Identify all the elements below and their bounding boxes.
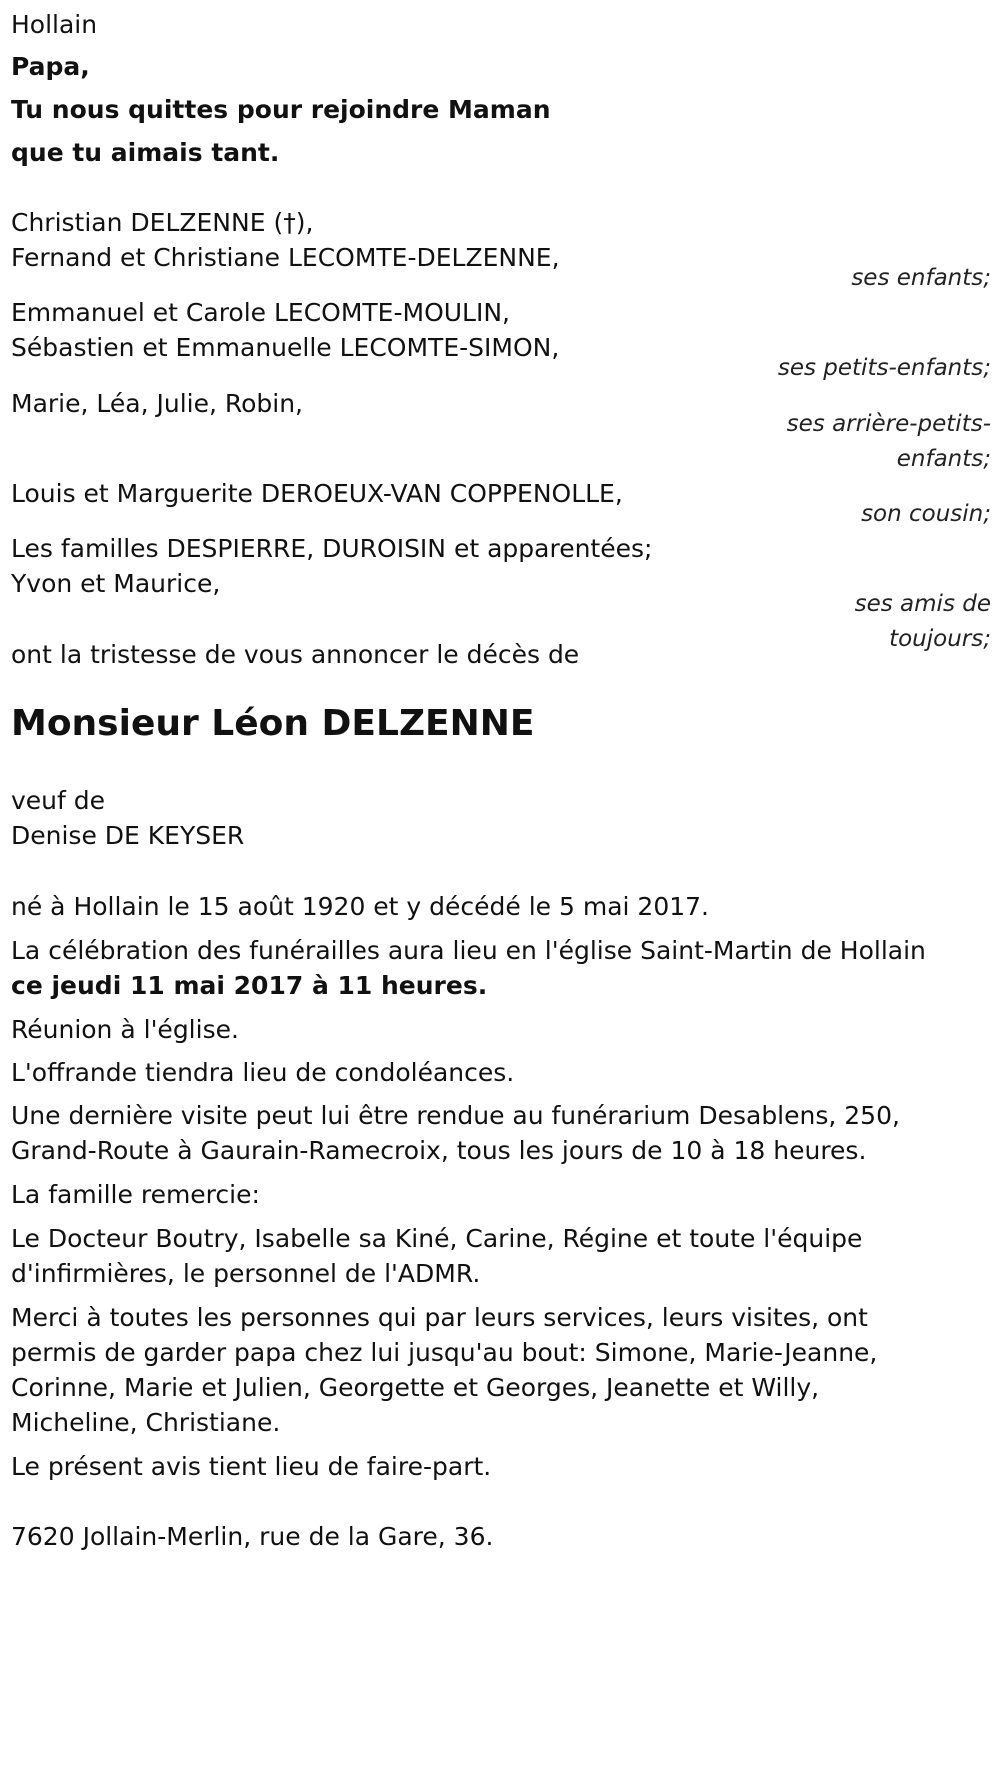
great-grandchildren-role-line-1: ses arrière-petits-: [786, 411, 991, 437]
merci-line-2: permis de garder papa chez lui jusqu'au bout: Simone, Marie-Jeanne,: [11, 1338, 878, 1367]
visit-line-1: Une dernière visite peut lui être rendue au funérarium Desablens, 250,: [11, 1101, 900, 1130]
widower-line-1: veuf de: [11, 786, 106, 815]
quote-line-1: Papa,: [11, 52, 90, 81]
place-name: Hollain: [11, 10, 98, 39]
children-line-1: Christian DELZENNE (†),: [11, 208, 314, 237]
merci-line-4: Micheline, Christiane.: [11, 1408, 281, 1437]
quote-line-3: que tu aimais tant.: [11, 138, 280, 167]
widower-line-2: Denise DE KEYSER: [11, 821, 245, 850]
faire-part: Le présent avis tient lieu de faire-part.: [11, 1452, 492, 1481]
deceased-name: Monsieur Léon DELZENNE: [11, 703, 535, 744]
friends: Yvon et Maurice,: [11, 569, 221, 598]
great-grandchildren: Marie, Léa, Julie, Robin,: [11, 389, 304, 418]
thanks-intro: La famille remercie:: [11, 1180, 260, 1209]
grandchildren-line-1: Emmanuel et Carole LECOMTE-MOULIN,: [11, 298, 510, 327]
friends-role-line-2: toujours;: [889, 626, 991, 652]
grandchildren-role: ses petits-enfants;: [777, 355, 991, 381]
great-grandchildren-role-line-2: enfants;: [896, 446, 991, 472]
offering: L'offrande tiendra lieu de condoléances.: [11, 1058, 515, 1087]
funeral-line-1: La célébration des funérailles aura lieu en l'église Saint-Martin de Hollain: [11, 936, 926, 965]
families: Les familles DESPIERRE, DUROISIN et apparentées;: [11, 534, 653, 563]
cousin: Louis et Marguerite DEROEUX-VAN COPPENOLLE,: [11, 479, 623, 508]
children-line-2: Fernand et Christiane LECOMTE-DELZENNE,: [11, 243, 560, 272]
funeral-line-2: ce jeudi 11 mai 2017 à 11 heures.: [11, 971, 488, 1000]
thanks-line-2: d'infirmières, le personnel de l'ADMR.: [11, 1259, 481, 1288]
birth-death: né à Hollain le 15 août 1920 et y décédé le 5 mai 2017.: [11, 892, 709, 921]
announcement: ont la tristesse de vous annoncer le décès de: [11, 640, 580, 669]
friends-role-line-1: ses amis de: [854, 591, 991, 617]
visit-line-2: Grand-Route à Gaurain-Ramecroix, tous les jours de 10 à 18 heures.: [11, 1136, 867, 1165]
grandchildren-line-2: Sébastien et Emmanuelle LECOMTE-SIMON,: [11, 333, 560, 362]
thanks-line-1: Le Docteur Boutry, Isabelle sa Kiné, Carine, Régine et toute l'équipe: [11, 1224, 863, 1253]
children-role: ses enfants;: [851, 265, 991, 291]
meeting: Réunion à l'église.: [11, 1015, 239, 1044]
cousin-role: son cousin;: [861, 501, 991, 527]
quote-line-2: Tu nous quittes pour rejoindre Maman: [11, 95, 551, 124]
merci-line-3: Corinne, Marie et Julien, Georgette et Georges, Jeanette et Willy,: [11, 1373, 820, 1402]
merci-line-1: Merci à toutes les personnes qui par leurs services, leurs visites, ont: [11, 1303, 868, 1332]
address: 7620 Jollain-Merlin, rue de la Gare, 36.: [11, 1522, 494, 1551]
